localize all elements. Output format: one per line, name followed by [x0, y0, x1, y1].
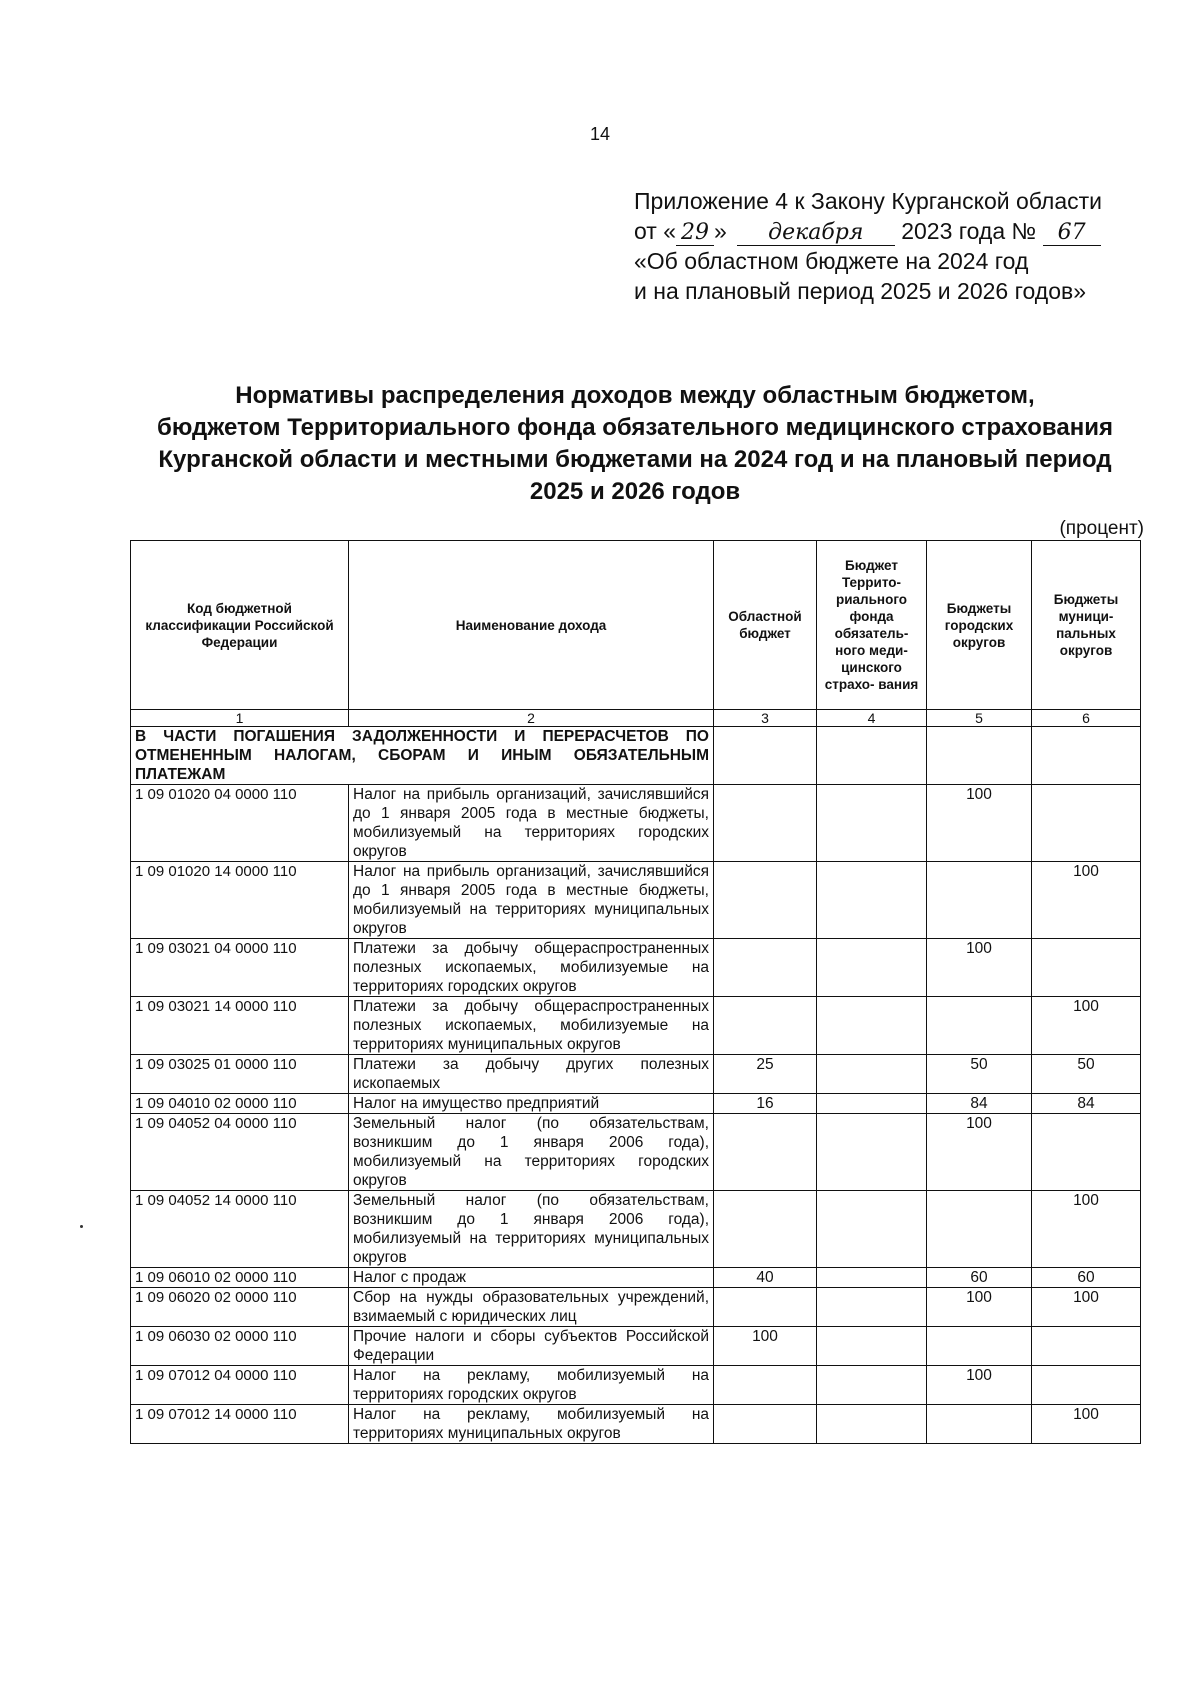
title-line-1: Нормативы распределения доходов между областным бюджетом,	[235, 382, 1035, 409]
distribution-table	[130, 540, 1141, 1444]
row-regional-value: 40	[714, 1268, 817, 1288]
row-tfoms-value	[817, 862, 927, 939]
row-city-value: 100	[927, 1288, 1032, 1327]
row-name: Земельный налог (по обязательствам, возникшим до 1 января 2006 года), мобилизуемый на территориях муниципальных округов	[349, 1191, 714, 1268]
table-row	[131, 1055, 1141, 1094]
row-tfoms-value	[817, 1055, 927, 1094]
title-line-3: Курганской области и местными бюджетами на 2024 год и на плановый период	[158, 446, 1112, 473]
row-city-value: 100	[927, 785, 1032, 862]
row-city-value	[927, 997, 1032, 1055]
table-row	[131, 862, 1141, 939]
document-title	[130, 380, 1140, 508]
section-row	[131, 727, 1141, 785]
row-municipal-value: 100	[1032, 1288, 1141, 1327]
empty-cell	[714, 727, 817, 785]
empty-cell	[817, 727, 927, 785]
col-number: 3	[714, 710, 817, 727]
row-code: 1 09 04052 04 0000 110	[131, 1114, 349, 1191]
row-name: Земельный налог (по обязательствам, возникшим до 1 января 2006 года), мобилизуемый на территориях городских округов	[349, 1114, 714, 1191]
date-year: 2023 года №	[901, 218, 1037, 244]
row-municipal-value	[1032, 1114, 1141, 1191]
table-row	[131, 785, 1141, 862]
header-city: Бюджеты городских округов	[927, 541, 1032, 710]
row-code: 1 09 07012 14 0000 110	[131, 1405, 349, 1444]
empty-cell	[1032, 727, 1141, 785]
page-number: 14	[589, 124, 611, 144]
title-line-4: 2025 и 2026 годов	[529, 478, 741, 505]
row-regional-value	[714, 939, 817, 997]
row-tfoms-value	[817, 1268, 927, 1288]
row-tfoms-value	[817, 1327, 927, 1366]
row-name: Налог на прибыль организаций, зачислявшийся до 1 января 2005 года в местные бюджеты, мобилизуемый на территориях городских округов	[349, 785, 714, 862]
row-name: Платежи за добычу общераспространенных полезных ископаемых, мобилизуемые на территориях муниципальных округов	[349, 997, 714, 1055]
date-mid: »	[714, 218, 727, 244]
row-code: 1 09 04052 14 0000 110	[131, 1191, 349, 1268]
col-number: 1	[131, 710, 349, 727]
row-tfoms-value	[817, 1094, 927, 1114]
row-regional-value	[714, 997, 817, 1055]
row-municipal-value: 84	[1032, 1094, 1141, 1114]
row-municipal-value	[1032, 785, 1141, 862]
row-city-value	[927, 1191, 1032, 1268]
table-row	[131, 1366, 1141, 1405]
row-code: 1 09 06010 02 0000 110	[131, 1268, 349, 1288]
row-city-value: 100	[927, 939, 1032, 997]
table-row	[131, 1405, 1141, 1444]
row-tfoms-value	[817, 1366, 927, 1405]
row-municipal-value: 100	[1032, 1191, 1141, 1268]
row-name: Налог на рекламу, мобилизуемый на территориях городских округов	[349, 1366, 714, 1405]
row-regional-value	[714, 1366, 817, 1405]
date-prefix: от «	[634, 218, 677, 244]
row-regional-value: 16	[714, 1094, 817, 1114]
table-row	[131, 1327, 1141, 1366]
row-city-value: 100	[927, 1366, 1032, 1405]
section-title: В ЧАСТИ ПОГАШЕНИЯ ЗАДОЛЖЕННОСТИ И ПЕРЕРАСЧЕТОВ ПО ОТМЕНЕННЫМ НАЛОГАМ, СБОРАМ И ИНЫМ ОБЯЗАТЕЛЬНЫМ ПЛАТЕЖАМ	[131, 727, 714, 785]
row-name: Налог на прибыль организаций, зачислявшийся до 1 января 2005 года в местные бюджеты, мобилизуемый на территориях муниципальных округов	[349, 862, 714, 939]
row-tfoms-value	[817, 785, 927, 862]
row-municipal-value: 100	[1032, 1405, 1141, 1444]
row-city-value	[927, 1405, 1032, 1444]
row-regional-value	[714, 1288, 817, 1327]
row-code: 1 09 06030 02 0000 110	[131, 1327, 349, 1366]
row-city-value: 50	[927, 1055, 1032, 1094]
handwritten-day: 29	[676, 221, 714, 246]
scan-speck	[80, 1225, 83, 1228]
table-row	[131, 1094, 1141, 1114]
table-header-row	[131, 541, 1141, 710]
header-municipal: Бюджеты муници- пальных округов	[1032, 541, 1141, 710]
row-code: 1 09 03021 04 0000 110	[131, 939, 349, 997]
row-city-value	[927, 862, 1032, 939]
appendix-line-4: и на плановый период 2025 и 2026 годов»	[634, 278, 1086, 304]
row-name: Платежи за добычу других полезных ископаемых	[349, 1055, 714, 1094]
appendix-block	[634, 186, 1102, 306]
row-code: 1 09 03025 01 0000 110	[131, 1055, 349, 1094]
row-tfoms-value	[817, 1191, 927, 1268]
col-number: 5	[927, 710, 1032, 727]
table-row	[131, 1114, 1141, 1191]
col-number: 6	[1032, 710, 1141, 727]
row-municipal-value	[1032, 1366, 1141, 1405]
empty-cell	[927, 727, 1032, 785]
row-name: Налог на рекламу, мобилизуемый на территориях муниципальных округов	[349, 1405, 714, 1444]
appendix-line-3: «Об областном бюджете на 2024 год	[634, 248, 1029, 274]
row-regional-value	[714, 1191, 817, 1268]
row-municipal-value: 100	[1032, 862, 1141, 939]
row-code: 1 09 01020 04 0000 110	[131, 785, 349, 862]
row-tfoms-value	[817, 1288, 927, 1327]
row-regional-value	[714, 862, 817, 939]
row-regional-value: 25	[714, 1055, 817, 1094]
row-city-value	[927, 1327, 1032, 1366]
row-regional-value: 100	[714, 1327, 817, 1366]
table-row	[131, 1191, 1141, 1268]
row-code: 1 09 04010 02 0000 110	[131, 1094, 349, 1114]
row-municipal-value	[1032, 939, 1141, 997]
row-city-value: 100	[927, 1114, 1032, 1191]
row-tfoms-value	[817, 997, 927, 1055]
header-regional: Областной бюджет	[714, 541, 817, 710]
table-row	[131, 1288, 1141, 1327]
row-code: 1 09 01020 14 0000 110	[131, 862, 349, 939]
row-tfoms-value	[817, 1114, 927, 1191]
table-row	[131, 939, 1141, 997]
appendix-line-2	[634, 216, 1102, 246]
row-name: Налог на имущество предприятий	[349, 1094, 714, 1114]
row-city-value: 84	[927, 1094, 1032, 1114]
row-code: 1 09 03021 14 0000 110	[131, 997, 349, 1055]
table-row	[131, 997, 1141, 1055]
header-tfoms: Бюджет Террито- риального фонда обязатель- ного меди- цинского страхо- вания	[817, 541, 927, 710]
row-municipal-value	[1032, 1327, 1141, 1366]
row-code: 1 09 06020 02 0000 110	[131, 1288, 349, 1327]
row-municipal-value: 60	[1032, 1268, 1141, 1288]
appendix-line-1: Приложение 4 к Закону Курганской области	[634, 188, 1102, 214]
row-name: Прочие налоги и сборы субъектов Российской Федерации	[349, 1327, 714, 1366]
column-numbers-row	[131, 710, 1141, 727]
row-municipal-value: 50	[1032, 1055, 1141, 1094]
row-name: Платежи за добычу общераспространенных полезных ископаемых, мобилизуемые на территориях городских округов	[349, 939, 714, 997]
row-municipal-value: 100	[1032, 997, 1141, 1055]
header-name: Наименование дохода	[349, 541, 714, 710]
title-line-2: бюджетом Территориального фонда обязательного медицинского страхования	[157, 414, 1113, 441]
col-number: 2	[349, 710, 714, 727]
unit-label: (процент)	[1059, 518, 1144, 539]
handwritten-law-number: 67	[1043, 221, 1101, 246]
row-name: Сбор на нужды образовательных учреждений, взимаемый с юридических лиц	[349, 1288, 714, 1327]
row-regional-value	[714, 785, 817, 862]
row-regional-value	[714, 1405, 817, 1444]
table-row	[131, 1268, 1141, 1288]
row-regional-value	[714, 1114, 817, 1191]
row-tfoms-value	[817, 1405, 927, 1444]
col-number: 4	[817, 710, 927, 727]
row-name: Налог с продаж	[349, 1268, 714, 1288]
row-tfoms-value	[817, 939, 927, 997]
header-code: Код бюджетной классификации Российской Федерации	[131, 541, 349, 710]
row-city-value: 60	[927, 1268, 1032, 1288]
row-code: 1 09 07012 04 0000 110	[131, 1366, 349, 1405]
handwritten-month: декабря	[737, 221, 895, 246]
